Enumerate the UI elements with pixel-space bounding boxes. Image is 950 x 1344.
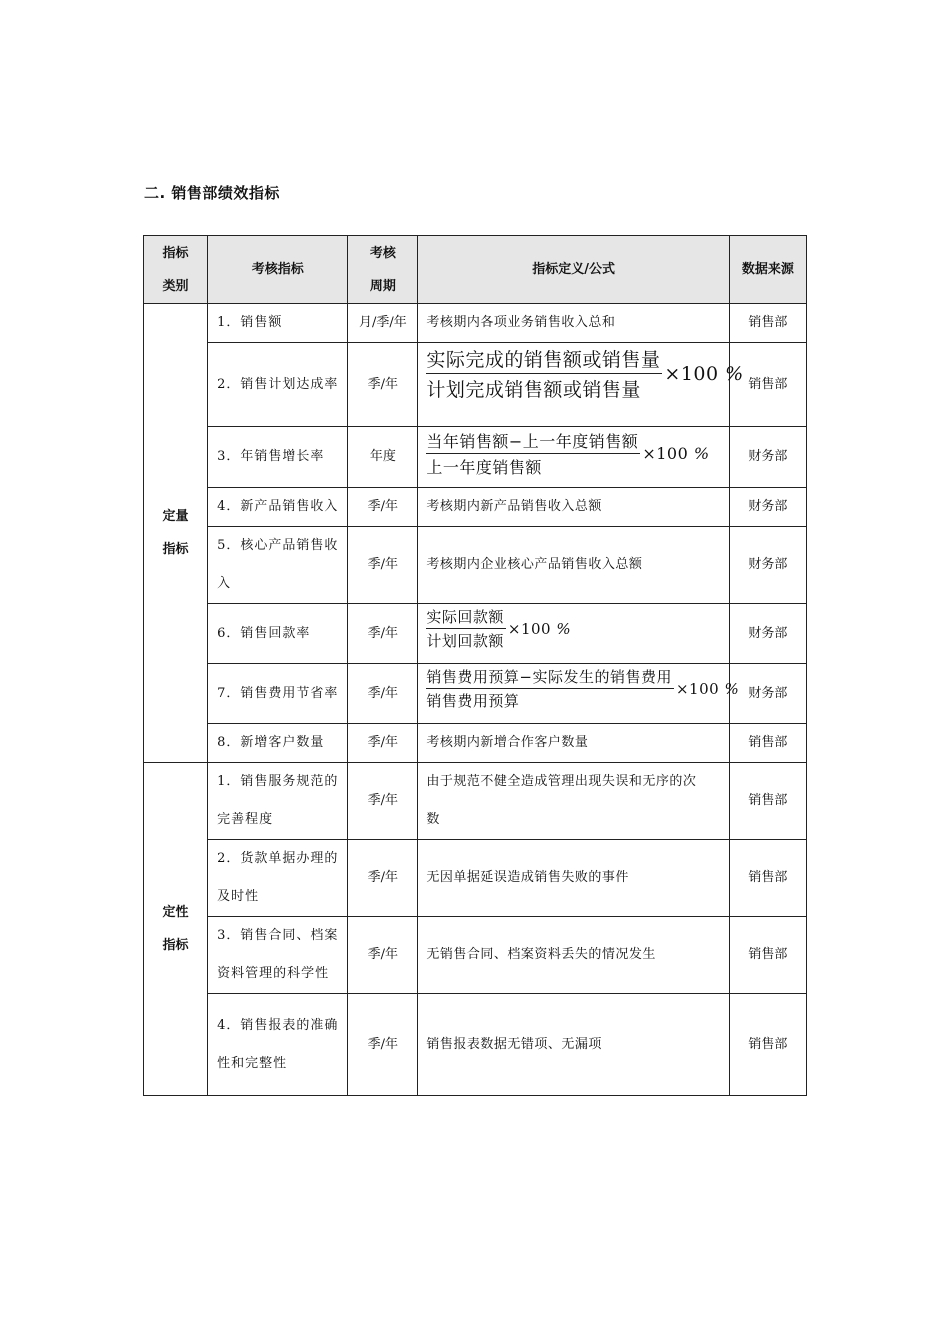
- definition-cell: 由于规范不健全造成管理出现失误和无序的次 数: [418, 763, 729, 840]
- indicator-cell: 6．销售回款率: [208, 604, 348, 664]
- formula: $\frac{\text{实际回款额}}{\text{计划回款额}}$ ×100 %: [426, 608, 572, 650]
- period-cell: 季/年: [348, 343, 418, 427]
- header-category: 指标 类别: [144, 236, 208, 304]
- indicator-cell: 3．销售合同、档案 资料管理的科学性: [208, 917, 348, 994]
- definition-cell: 无因单据延误造成销售失败的事件: [418, 840, 729, 917]
- formula: $\frac{\text{实际完成的销售额或销售量}}{\text{计划完成销售额或销售量}}$ ×100 %: [426, 345, 722, 402]
- definition-cell: 销售报表数据无错项、无漏项: [418, 994, 729, 1096]
- indicator-cell: 2．货款单据办理的 及时性: [208, 840, 348, 917]
- source-cell: 销售部: [729, 763, 806, 840]
- formula: $\frac{\text{销售费用预算−实际发生的销售费用}}{\text{销售费用预算}}$ ×100 %: [426, 668, 740, 710]
- formula-cell: [418, 343, 744, 427]
- indicator-cell: 4．新产品销售收入: [208, 488, 348, 527]
- period-cell: 季/年: [348, 604, 418, 664]
- indicator-cell: 1．销售额: [208, 304, 348, 343]
- table-row: [144, 427, 807, 488]
- table-row: [144, 763, 807, 840]
- table-row: [144, 488, 807, 527]
- period-cell: 月/季/年: [348, 304, 418, 343]
- indicator-cell: 3．年销售增长率: [208, 427, 348, 488]
- header-row: [144, 236, 807, 304]
- sales-kpi-table: [143, 235, 807, 1096]
- definition-cell: 无销售合同、档案资料丢失的情况发生: [418, 917, 729, 994]
- table-row: [144, 664, 807, 724]
- period-cell: 季/年: [348, 527, 418, 604]
- source-cell: 销售部: [729, 724, 806, 763]
- indicator-cell: 1．销售服务规范的 完善程度: [208, 763, 348, 840]
- source-cell: 销售部: [729, 343, 806, 427]
- header-definition: 指标定义/公式: [418, 236, 729, 304]
- source-cell: 销售部: [729, 917, 806, 994]
- source-cell: 财务部: [729, 427, 806, 488]
- header-period: 考核 周期: [348, 236, 418, 304]
- definition-cell: 考核期内新增合作客户数量: [418, 724, 729, 763]
- definition-cell: 考核期内新产品销售收入总额: [418, 488, 729, 527]
- table-row: [144, 343, 807, 427]
- category-qualitative: 定性 指标: [144, 763, 208, 1096]
- header-source: 数据来源: [729, 236, 806, 304]
- period-cell: 季/年: [348, 724, 418, 763]
- period-cell: 季/年: [348, 488, 418, 527]
- formula-cell: [418, 427, 729, 488]
- header-indicator: 考核指标: [208, 236, 348, 304]
- definition-cell: 考核期内各项业务销售收入总和: [418, 304, 729, 343]
- indicator-cell: 5．核心产品销售收 入: [208, 527, 348, 604]
- formula-cell: [418, 604, 729, 664]
- category-quantitative: 定量 指标: [144, 304, 208, 763]
- table-row: [144, 917, 807, 994]
- indicator-cell: 7．销售费用节省率: [208, 664, 348, 724]
- table-row: [144, 840, 807, 917]
- period-cell: 季/年: [348, 763, 418, 840]
- source-cell: 财务部: [729, 604, 806, 664]
- table-row: [144, 304, 807, 343]
- source-cell: 财务部: [729, 664, 806, 724]
- definition-cell: 考核期内企业核心产品销售收入总额: [418, 527, 729, 604]
- table-row: [144, 604, 807, 664]
- source-cell: 销售部: [729, 304, 806, 343]
- source-cell: 财务部: [729, 527, 806, 604]
- period-cell: 季/年: [348, 917, 418, 994]
- source-cell: 销售部: [729, 840, 806, 917]
- table-row: [144, 527, 807, 604]
- source-cell: 财务部: [729, 488, 806, 527]
- period-cell: 年度: [348, 427, 418, 488]
- table-row: [144, 724, 807, 763]
- section-heading: 二. 销售部绩效指标: [144, 184, 280, 202]
- formula: $\frac{\text{当年销售额−上一年度销售额}}{\text{上一年度销售额}}$ ×100 %: [426, 429, 722, 478]
- indicator-cell: 4．销售报表的准确 性和完整性: [208, 994, 348, 1096]
- period-cell: 季/年: [348, 664, 418, 724]
- period-cell: 季/年: [348, 994, 418, 1096]
- indicator-cell: 2．销售计划达成率: [208, 343, 348, 427]
- source-cell: 销售部: [729, 994, 806, 1096]
- table-row: [144, 994, 807, 1096]
- indicator-cell: 8．新增客户数量: [208, 724, 348, 763]
- period-cell: 季/年: [348, 840, 418, 917]
- formula-cell: [418, 664, 740, 724]
